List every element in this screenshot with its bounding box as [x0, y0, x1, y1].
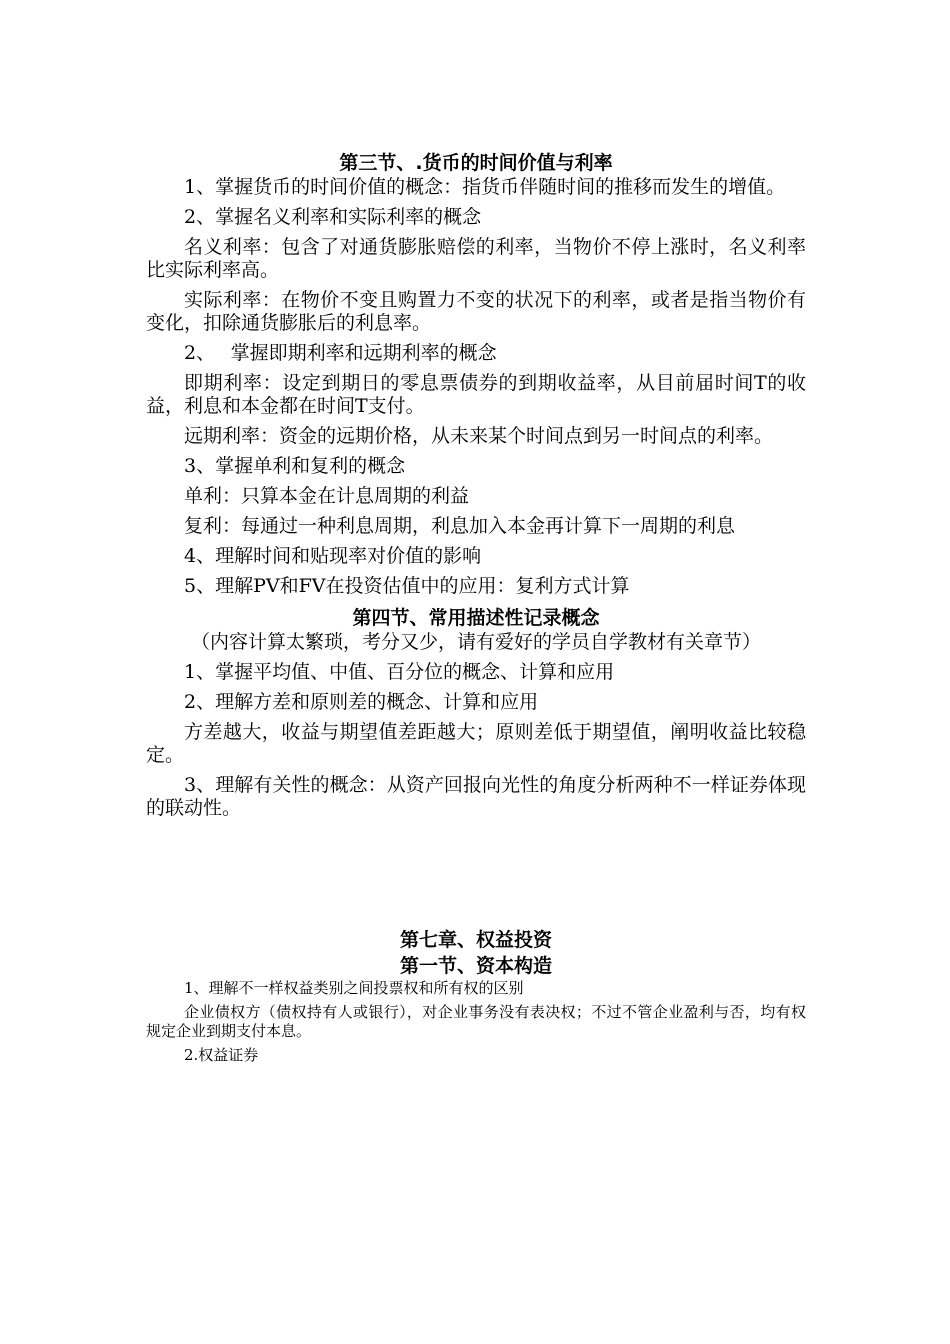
- chapter7-title: 第七章、权益投资: [399, 929, 552, 951]
- chapter7-section1-title: 第一节、资本构造: [399, 955, 552, 977]
- paragraph: 2、掌握名义利率和实际利率的概念: [184, 206, 482, 228]
- paragraph: 实际利率：在物价不变且购置力不变的状况下的利率，或者是指当物价有变化，扣除通货膨胀后的利息率。: [146, 289, 806, 334]
- paragraph: 即期利率：设定到期日的零息票债券的到期收益率，从目前届时间T的收益，利息和本金都在时间T支付。: [146, 372, 806, 417]
- paragraph: 4、理解时间和贴现率对价值的影响: [184, 545, 482, 567]
- paragraph: 2.权益证券: [184, 1046, 259, 1064]
- paragraph: 2、 掌握即期利率和远期利率的概念: [184, 342, 497, 364]
- paragraph: 单利：只算本金在计息周期的利益: [184, 485, 470, 507]
- paragraph: 2、理解方差和原则差的概念、计算和应用: [184, 691, 539, 713]
- paragraph: 3、理解有关性的概念：从资产回报向光性的角度分析两种不一样证券体现的联动性。: [146, 774, 806, 819]
- section3-title: 第三节、.货币的时间价值与利率: [339, 152, 613, 174]
- paragraph: 名义利率：包含了对通货膨胀赔偿的利率，当物价不停上涨时，名义利率比实际利率高。: [146, 236, 806, 281]
- section4-title: 第四节、常用描述性记录概念: [352, 607, 600, 629]
- paragraph: 远期利率：资金的远期价格，从未来某个时间点到另一时间点的利率。: [184, 425, 774, 447]
- paragraph: 1、掌握平均值、中值、百分位的概念、计算和应用: [184, 661, 615, 683]
- paragraph: 方差越大，收益与期望值差距越大；原则差低于期望值，阐明收益比较稳定。: [146, 721, 806, 766]
- paragraph: 3、掌握单利和复利的概念: [184, 455, 406, 477]
- spacer: [146, 827, 806, 927]
- paragraph: 企业债权方（债权持有人或银行），对企业事务没有表决权；不过不管企业盈利与否，均有权规定企业到期支付本息。: [146, 1003, 806, 1040]
- section4-note: （内容计算太繁琐，考分又少，请有爱好的学员自学教材有关章节）: [190, 631, 761, 653]
- paragraph: 复利：每通过一种利息周期，利息加入本金再计算下一周期的利息: [184, 515, 736, 537]
- paragraph: 1、掌握货币的时间价值的概念：指货币伴随时间的推移而发生的增值。: [184, 176, 786, 198]
- paragraph: 5、理解PV和FV在投资估值中的应用：复利方式计算: [184, 575, 630, 597]
- document-page: [146, 150, 806, 1070]
- paragraph: 1、理解不一样权益类别之间投票权和所有权的区别: [184, 979, 524, 997]
